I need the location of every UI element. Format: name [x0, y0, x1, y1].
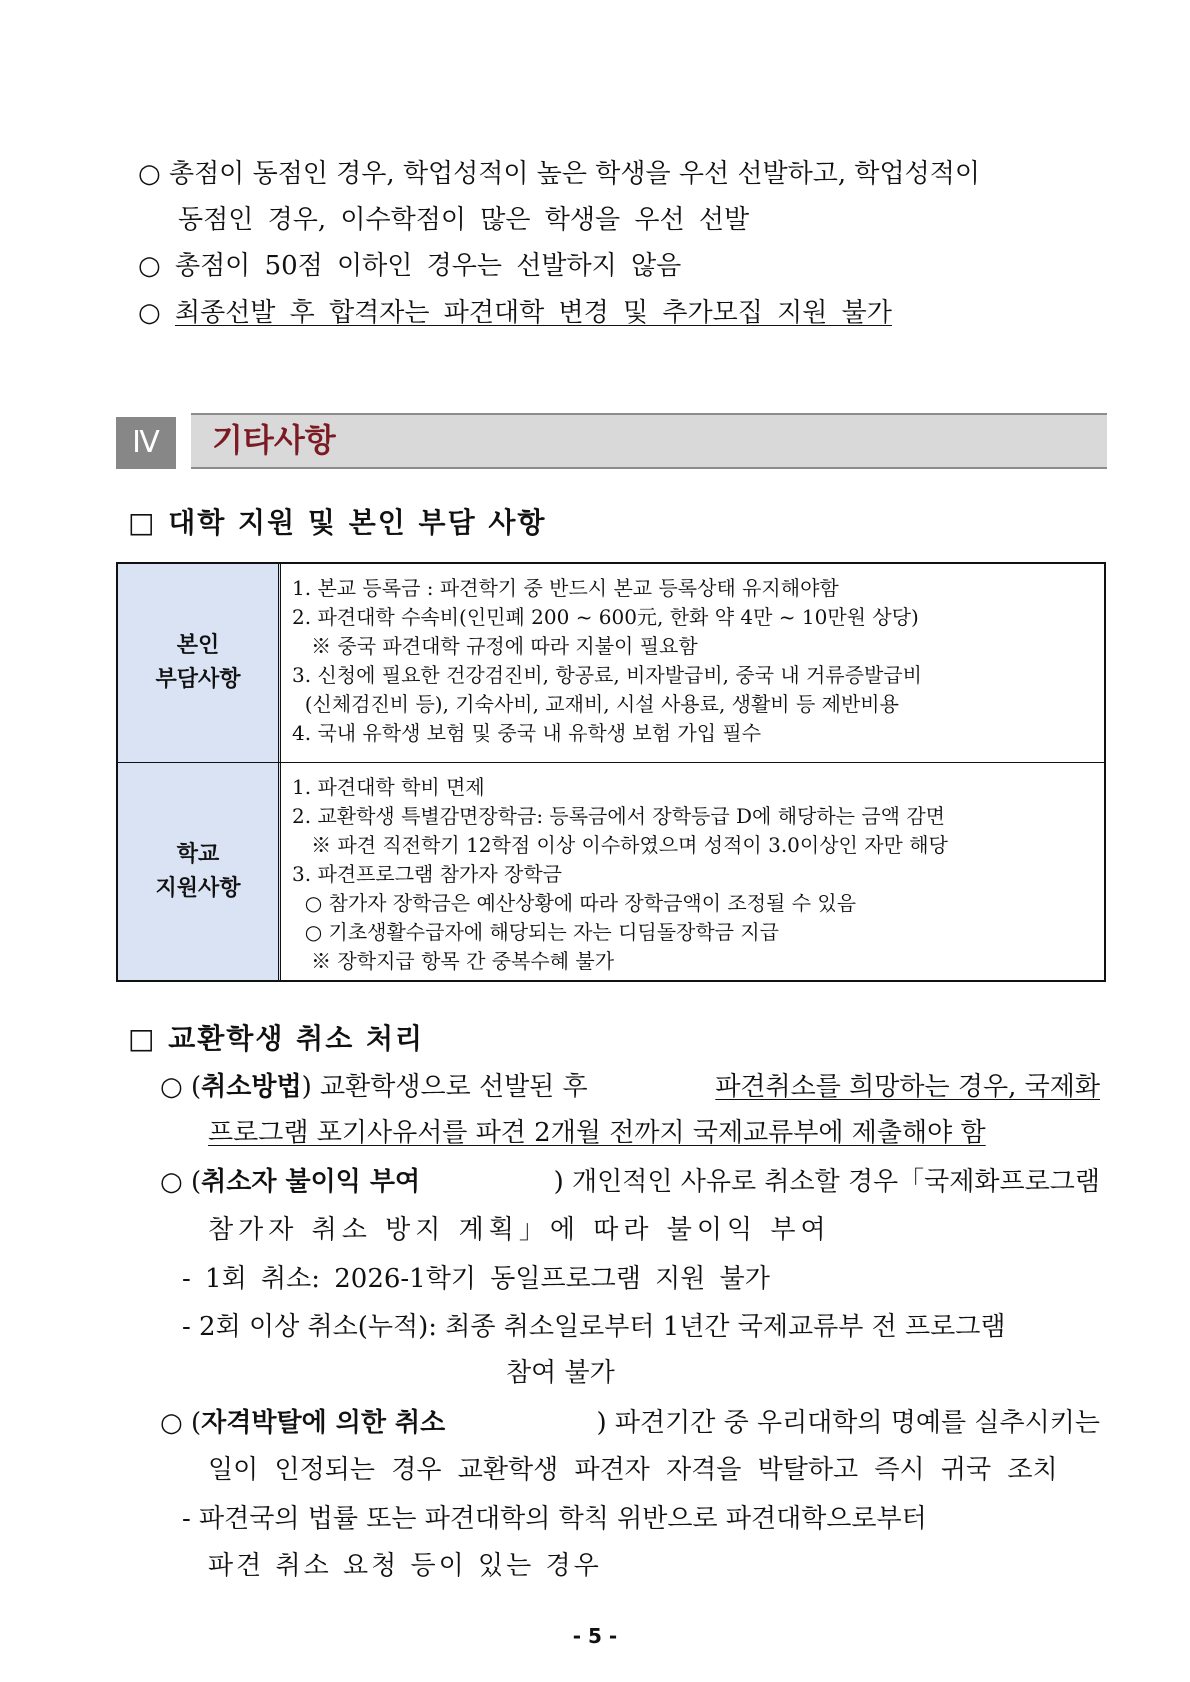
row-header-school-support: [118, 763, 281, 980]
revoke-line1: [160, 1406, 1100, 1440]
selection-rule-2: ○ 총점이 50점 이하인 경우는 선발하지 않음: [138, 251, 682, 281]
cancel-method-prefix: [160, 1070, 596, 1104]
bullet-marker: ○ (: [160, 1408, 202, 1438]
section-number: Ⅳ: [116, 417, 176, 469]
revoke-rest: ) 파견기간 중 우리대학의 명예를 실추시키는: [596, 1408, 1100, 1438]
cancel-heading: □ 교환학생 취소 처리: [128, 1022, 425, 1055]
list-item: ※ 중국 파견대학 규정에 따라 지불이 필요함: [292, 634, 698, 658]
penalty-line1: [160, 1165, 1100, 1199]
revoke-prefix: [160, 1406, 445, 1440]
revoke-line2: 일이 인정되는 경우 교환학생 파견자 자격을 박탈하고 즉시 귀국 조치: [208, 1455, 1058, 1485]
row-header-self-burden: [118, 564, 281, 762]
support-heading: □ 대학 지원 및 본인 부담 사항: [128, 506, 547, 539]
penalty-item-2-line2: 참여 불가: [506, 1358, 615, 1388]
penalty-rest: ) 개인적인 사유로 취소할 경우「국제화프로그램: [553, 1167, 1100, 1197]
penalty-line2: 참가자 취소 방지 계획」에 따라 불이익 부여: [208, 1215, 831, 1245]
section-title: 기타사항: [212, 421, 336, 459]
bullet-marker: ○ (: [160, 1072, 202, 1102]
list-item: 1. 파견대학 학비 면제: [292, 775, 485, 799]
list-item: ※ 장학지급 항목 간 중복수혜 불가: [292, 949, 615, 973]
bullet-marker: ○ (: [160, 1167, 202, 1197]
table-row-school-support: [118, 763, 1104, 980]
list-item: ○ 기초생활수급자에 해당되는 자는 디딤돌장학금 지급: [292, 920, 779, 944]
selection-rule-1-line1: [138, 157, 1043, 191]
cancel-method-mid: ) 교환학생으로 선발된 후: [301, 1072, 596, 1102]
cancel-method-line2: 프로그램 포기사유서를 파견 2개월 전까지 국제교류부에 제출해야 함: [208, 1118, 986, 1148]
revoke-item-line1: [182, 1502, 1100, 1536]
cancel-method-underlined: 파견취소를 희망하는 경우, 국제화: [715, 1072, 1100, 1102]
revoke-item-line2: 파견 취소 요청 등이 있는 경우: [208, 1551, 602, 1581]
bullet-marker: ○: [138, 298, 161, 328]
row-header-label: 본인 부담사항: [155, 633, 241, 692]
cancel-method-line1: [160, 1070, 1100, 1104]
self-burden-content: [292, 574, 1094, 748]
penalty-item-2-line1: [182, 1310, 1100, 1344]
list-item: 3. 파견프로그램 참가자 장학금: [292, 862, 562, 886]
selection-rule-1-text: ○ 총점이 동점인 경우, 학업성적이 높은 학생을 우선 선발하고, 학업성적이: [138, 159, 980, 189]
list-item: 3. 신청에 필요한 건강검진비, 항공료, 비자발급비, 중국 내 거류증발급비: [292, 663, 922, 687]
penalty-item-2-text: - 2회 이상 취소(누적): 최종 취소일로부터 1년간 국제교류부 전 프로그램: [182, 1312, 1006, 1342]
page-number: - 5 -: [572, 1624, 618, 1648]
row-header-label: 학교 지원사항: [155, 841, 241, 901]
penalty-label: 취소자 불이익 부여: [201, 1167, 421, 1197]
list-item: 2. 교환학생 특별감면장학금: 등록금에서 장학등급 D에 해당하는 금액 감면: [292, 804, 945, 828]
revoke-label: 자격박탈에 의한 취소: [201, 1408, 446, 1438]
selection-rule-3-text: 최종선발 후 합격자는 파견대학 변경 및 추가모집 지원 불가: [174, 298, 892, 328]
list-item: 2. 파견대학 수속비(인민폐 200 ~ 600元, 한화 약 4만 ~ 10만원 상당): [292, 605, 919, 629]
cancel-method-label: 취소방법: [201, 1072, 302, 1102]
table-row-self-burden: [118, 564, 1104, 763]
penalty-prefix: [160, 1165, 420, 1199]
list-item: ○ 참가자 장학금은 예산상황에 따라 장학금액이 조정될 수 있음: [292, 891, 857, 915]
list-item: (신체검진비 등), 기숙사비, 교재비, 시설 사용료, 생활비 등 제반비용: [292, 692, 899, 716]
list-item: 1. 본교 등록금 : 파견학기 중 반드시 본교 등록상태 유지해야함: [292, 576, 839, 600]
list-item: 4. 국내 유학생 보험 및 중국 내 유학생 보험 가입 필수: [292, 721, 762, 745]
school-support-content: [292, 773, 1094, 976]
penalty-item-1: - 1회 취소: 2026-1학기 동일프로그램 지원 불가: [182, 1264, 770, 1294]
selection-rule-1-line2: 동점인 경우, 이수학점이 많은 학생을 우선 선발: [178, 205, 750, 235]
list-item: ※ 파견 직전학기 12학점 이상 이수하였으며 성적이 3.0이상인 자만 해당: [292, 833, 948, 857]
revoke-item-text: - 파견국의 법률 또는 파견대학의 학칙 위반으로 파견대학으로부터: [182, 1504, 927, 1534]
support-table: [116, 562, 1106, 982]
selection-rule-3: [138, 296, 892, 330]
